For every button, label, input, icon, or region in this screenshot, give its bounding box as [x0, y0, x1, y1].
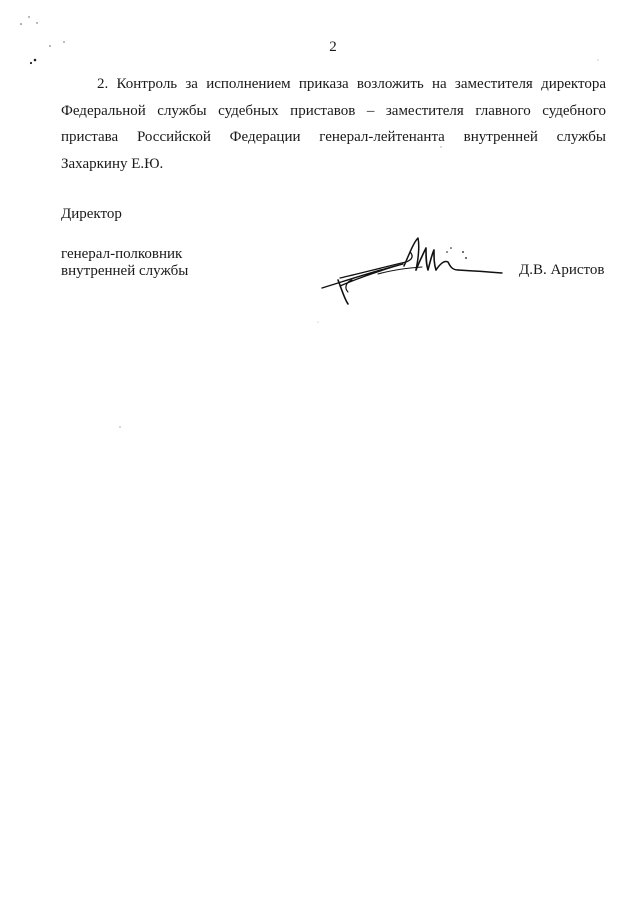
signature-stroke — [450, 247, 452, 249]
paragraph-line: пристава Российской Федерации генерал-лейтенанта внутренней службы — [61, 129, 606, 145]
signature-stroke — [465, 257, 467, 259]
page-number: 2 — [329, 39, 337, 55]
paragraph-line: Захаркину Е.Ю. — [61, 155, 164, 172]
scan-speck — [20, 23, 22, 25]
signature-stroke — [462, 251, 464, 253]
signer-rank-line: генерал-полковник — [61, 246, 183, 262]
scan-speck — [30, 62, 32, 64]
scan-speck — [34, 59, 37, 62]
handwritten-signature — [318, 230, 510, 310]
scan-speck — [36, 22, 37, 23]
scan-speck — [28, 16, 29, 17]
signer-rank — [61, 246, 188, 280]
signature-stroke — [322, 264, 403, 288]
scan-speck — [119, 426, 120, 427]
order-paragraph — [61, 71, 606, 177]
paragraph-line: 2. Контроль за исполнением приказа возложить на заместителя директора — [97, 76, 606, 92]
scan-speck — [318, 322, 319, 323]
paragraph-line: Федеральной службы судебных приставов – заместителя главного судебного — [61, 102, 606, 119]
signature-stroke — [436, 261, 458, 270]
scan-speck — [598, 60, 599, 61]
signer-rank-line: внутренней службы — [61, 263, 189, 279]
signature-stroke — [458, 270, 502, 273]
signature-stroke — [446, 251, 448, 253]
signer-title: Директор — [61, 206, 122, 222]
signer-name: Д.В. Аристов — [519, 262, 605, 278]
